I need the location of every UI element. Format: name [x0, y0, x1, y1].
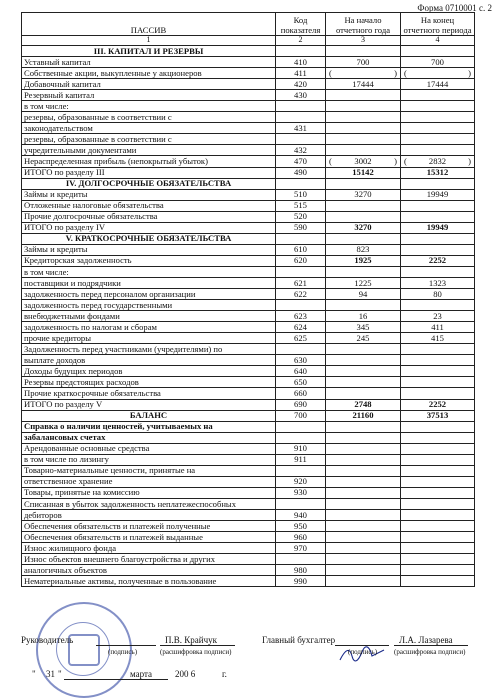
- table-row: [22, 289, 475, 300]
- table-row: [22, 266, 475, 277]
- row-end-value: [401, 421, 475, 432]
- row-code: 610: [276, 244, 326, 255]
- table-row: [22, 366, 475, 377]
- row-code: 630: [276, 355, 326, 366]
- accountant-label: Главный бухгалтер: [262, 635, 336, 645]
- row-end-value: 1323: [401, 277, 475, 288]
- row-label: аналогичных объектов: [22, 565, 276, 576]
- form-code: Форма 0710001 с. 2: [417, 3, 492, 13]
- row-label: задолженность перед государственными: [22, 300, 276, 311]
- row-start-value: 2748: [326, 399, 401, 410]
- row-start-value: [326, 476, 401, 487]
- row-start-value: [326, 211, 401, 222]
- row-start-value: [326, 454, 401, 465]
- table-row: [22, 355, 475, 366]
- column-number-row: [22, 36, 475, 46]
- row-end-value: [401, 498, 475, 509]
- row-label: Износ жилищного фонда: [22, 543, 276, 554]
- row-code: [276, 134, 326, 145]
- row-label: Товарно-материальные ценности, принятые на: [22, 465, 276, 476]
- table-row: [22, 443, 475, 454]
- row-code: 930: [276, 487, 326, 498]
- row-start-value: ( 3002 ): [326, 156, 401, 167]
- table-row: [22, 344, 475, 355]
- row-code: [276, 421, 326, 432]
- row-end-value: [401, 543, 475, 554]
- table-row: [22, 57, 475, 68]
- row-label: IV. ДОЛГОСРОЧНЫЕ ОБЯЗАТЕЛЬСТВА: [22, 178, 276, 189]
- row-label: V. КРАТКОСРОЧНЫЕ ОБЯЗАТЕЛЬСТВА: [22, 233, 276, 244]
- row-start-value: [326, 377, 401, 388]
- header-row: [22, 13, 475, 36]
- row-code: 430: [276, 90, 326, 101]
- row-end-value: 19949: [401, 222, 475, 233]
- row-label: прочие кредиторы: [22, 333, 276, 344]
- row-end-value: [401, 576, 475, 587]
- head-sign-line: [96, 645, 156, 646]
- row-label: Нераспределенная прибыль (непокрытый убыток): [22, 156, 276, 167]
- row-end-value: [401, 101, 475, 112]
- table-row: [22, 167, 475, 178]
- table-row: [22, 255, 475, 266]
- row-start-value: [326, 509, 401, 520]
- row-end-value: [401, 443, 475, 454]
- row-code: 920: [276, 476, 326, 487]
- row-label: дебиторов: [22, 509, 276, 520]
- table-row: [22, 399, 475, 410]
- header-liabilities: ПАССИВ: [22, 13, 276, 36]
- table-row: [22, 465, 475, 476]
- table-row: [22, 222, 475, 233]
- row-start-value: ( ): [326, 68, 401, 79]
- row-label: Резервы предстоящих расходов: [22, 377, 276, 388]
- row-end-value: [401, 200, 475, 211]
- col-num-2: 2: [276, 36, 326, 46]
- row-label: Отложенные налоговые обязательства: [22, 200, 276, 211]
- row-end-value: [401, 565, 475, 576]
- row-start-value: [326, 465, 401, 476]
- row-end-value: 15312: [401, 167, 475, 178]
- row-code: 990: [276, 576, 326, 587]
- table-row: [22, 156, 475, 167]
- table-row: [22, 565, 475, 576]
- row-start-value: 1925: [326, 255, 401, 266]
- row-start-number: 3002: [354, 156, 372, 167]
- row-end-value: [401, 521, 475, 532]
- row-end-value: [401, 476, 475, 487]
- row-label: Справка о наличии ценностей, учитываемых на: [22, 421, 276, 432]
- row-label: Займы и кредиты: [22, 244, 276, 255]
- date-quote-close: ": [58, 669, 62, 679]
- header-code: Код показателя: [276, 13, 326, 36]
- row-code: [276, 46, 326, 57]
- table-row: [22, 112, 475, 123]
- row-end-value: [401, 487, 475, 498]
- table-row: [22, 300, 475, 311]
- row-start-value: [326, 90, 401, 101]
- row-code: 420: [276, 79, 326, 90]
- row-code: 411: [276, 68, 326, 79]
- col-num-4: 4: [401, 36, 475, 46]
- row-end-value: [401, 145, 475, 156]
- row-code: 650: [276, 377, 326, 388]
- row-code: [276, 432, 326, 443]
- row-label: в том числе:: [22, 101, 276, 112]
- section-row: [22, 46, 475, 57]
- row-label: ИТОГО по разделу IV: [22, 222, 276, 233]
- row-start-value: 16: [326, 311, 401, 322]
- table-row: [22, 68, 475, 79]
- row-code: 690: [276, 399, 326, 410]
- row-code: 970: [276, 543, 326, 554]
- row-start-value: [326, 178, 401, 189]
- row-start-value: [326, 46, 401, 57]
- row-end-value: [401, 211, 475, 222]
- row-end-value: 23: [401, 311, 475, 322]
- row-code: [276, 300, 326, 311]
- row-start-value: [326, 101, 401, 112]
- table-row: [22, 322, 475, 333]
- table-row: [22, 543, 475, 554]
- row-label: забалансовых счетах: [22, 432, 276, 443]
- row-start-value: 21160: [326, 410, 401, 421]
- row-code: 520: [276, 211, 326, 222]
- row-label: задолженность по налогам и сборам: [22, 322, 276, 333]
- row-label: Уставный капитал: [22, 57, 276, 68]
- row-end-value: ( 2832 ): [401, 156, 475, 167]
- row-end-value: 17444: [401, 79, 475, 90]
- row-start-value: [326, 521, 401, 532]
- table-row: [22, 123, 475, 134]
- date-year: 200 6: [175, 669, 196, 679]
- row-start-value: [326, 576, 401, 587]
- row-code: [276, 178, 326, 189]
- row-end-value: [401, 377, 475, 388]
- row-label: Обеспечения обязательств и платежей выданные: [22, 532, 276, 543]
- row-end-value: [401, 355, 475, 366]
- row-code: [276, 498, 326, 509]
- row-label: ответственное хранение: [22, 476, 276, 487]
- row-label: выплате доходов: [22, 355, 276, 366]
- row-start-value: [326, 123, 401, 134]
- row-code: 510: [276, 189, 326, 200]
- row-code: [276, 101, 326, 112]
- row-end-value: [401, 344, 475, 355]
- row-label: Доходы будущих периодов: [22, 366, 276, 377]
- table-row: [22, 134, 475, 145]
- row-start-value: 17444: [326, 79, 401, 90]
- row-label: Прочие долгосрочные обязательства: [22, 211, 276, 222]
- row-end-value: 37513: [401, 410, 475, 421]
- row-code: 660: [276, 388, 326, 399]
- table-row: [22, 211, 475, 222]
- row-label: III. КАПИТАЛ И РЕЗЕРВЫ: [22, 46, 276, 57]
- row-code: 470: [276, 156, 326, 167]
- accountant-sign-caption: (подпись): [348, 648, 378, 656]
- row-start-value: [326, 200, 401, 211]
- row-end-value: [401, 266, 475, 277]
- row-code: 950: [276, 521, 326, 532]
- row-label: учредительными документами: [22, 145, 276, 156]
- table-row: [22, 79, 475, 90]
- table-row: [22, 377, 475, 388]
- header-start: На начало отчетного года: [326, 13, 401, 36]
- table-row: [22, 476, 475, 487]
- row-code: 960: [276, 532, 326, 543]
- row-label: Нематериальные активы, полученные в пользование: [22, 576, 276, 587]
- row-start-value: 3270: [326, 222, 401, 233]
- row-code: 622: [276, 289, 326, 300]
- row-end-value: [401, 454, 475, 465]
- row-code: 625: [276, 333, 326, 344]
- row-start-value: [326, 112, 401, 123]
- row-label: внебюджетными фондами: [22, 311, 276, 322]
- row-label: резервы, образованные в соответствии с: [22, 112, 276, 123]
- accountant-name-caption: (расшифровка подписи): [394, 648, 466, 656]
- accountant-name-line: [394, 645, 468, 646]
- row-code: [276, 465, 326, 476]
- row-label: задолженность перед персоналом организации: [22, 289, 276, 300]
- row-code: [276, 554, 326, 565]
- row-start-value: [326, 532, 401, 543]
- table-row: [22, 145, 475, 156]
- row-end-value: [401, 432, 475, 443]
- head-sign-caption: (подпись): [108, 648, 138, 656]
- row-end-value: 2252: [401, 399, 475, 410]
- head-name-line: [160, 645, 235, 646]
- row-end-value: 415: [401, 333, 475, 344]
- row-start-value: [326, 432, 401, 443]
- row-end-value: 19949: [401, 189, 475, 200]
- row-label: БАЛАНС: [22, 410, 276, 421]
- row-end-value: [401, 123, 475, 134]
- row-start-value: 823: [326, 244, 401, 255]
- balance-sheet-table: [21, 12, 475, 587]
- row-end-value: [401, 46, 475, 57]
- row-code: 624: [276, 322, 326, 333]
- row-end-value: 411: [401, 322, 475, 333]
- row-end-value: 700: [401, 57, 475, 68]
- row-code: 432: [276, 145, 326, 156]
- row-label: Износ объектов внешнего благоустройства и других: [22, 554, 276, 565]
- row-end-value: [401, 178, 475, 189]
- row-start-value: [326, 344, 401, 355]
- row-code: 410: [276, 57, 326, 68]
- row-start-value: [326, 543, 401, 554]
- row-end-value: 80: [401, 289, 475, 300]
- row-label: ИТОГО по разделу III: [22, 167, 276, 178]
- row-code: 700: [276, 410, 326, 421]
- row-start-value: 3270: [326, 189, 401, 200]
- date-month-line: [64, 679, 168, 680]
- table-row: [22, 487, 475, 498]
- date-day: 31: [46, 669, 55, 679]
- row-label: резервы, образованные в соответствии с: [22, 134, 276, 145]
- row-code: 910: [276, 443, 326, 454]
- table-row: [22, 521, 475, 532]
- date-suffix: г.: [222, 669, 227, 679]
- row-end-value: [401, 465, 475, 476]
- table-row: [22, 454, 475, 465]
- row-start-value: [326, 366, 401, 377]
- row-start-value: 700: [326, 57, 401, 68]
- row-start-value: [326, 565, 401, 576]
- row-code: 590: [276, 222, 326, 233]
- row-code: 911: [276, 454, 326, 465]
- row-label: Обеспечения обязательств и платежей полученные: [22, 521, 276, 532]
- row-code: 620: [276, 255, 326, 266]
- row-end-value: [401, 134, 475, 145]
- accountant-name: Л.А. Лазарева: [399, 635, 453, 645]
- section-row: [22, 178, 475, 189]
- table-row: [22, 101, 475, 112]
- table-row: [22, 200, 475, 211]
- head-label: Руководитель: [21, 635, 74, 645]
- row-start-value: [326, 233, 401, 244]
- row-start-value: [326, 145, 401, 156]
- row-start-value: 1225: [326, 277, 401, 288]
- row-end-value: ( ): [401, 68, 475, 79]
- row-end-value: [401, 554, 475, 565]
- row-label: Займы и кредиты: [22, 189, 276, 200]
- row-start-value: 345: [326, 322, 401, 333]
- row-start-value: [326, 134, 401, 145]
- header-end: На конец отчетного периода: [401, 13, 475, 36]
- row-label: в том числе:: [22, 266, 276, 277]
- row-code: 515: [276, 200, 326, 211]
- row-label: Задолженность перед участниками (учредителями) по: [22, 344, 276, 355]
- row-start-value: [326, 266, 401, 277]
- row-start-value: [326, 421, 401, 432]
- row-start-value: [326, 355, 401, 366]
- row-start-value: 94: [326, 289, 401, 300]
- row-code: 621: [276, 277, 326, 288]
- head-name: П.В. Крайчук: [165, 635, 217, 645]
- row-label: поставщики и подрядчики: [22, 277, 276, 288]
- row-start-value: [326, 300, 401, 311]
- table-row: [22, 421, 475, 432]
- row-label: Товары, принятые на комиссию: [22, 487, 276, 498]
- row-end-number: 2832: [428, 156, 447, 167]
- date-month: марта: [130, 669, 153, 679]
- table-row: [22, 509, 475, 520]
- table-row: [22, 554, 475, 565]
- row-start-value: 15142: [326, 167, 401, 178]
- row-code: [276, 112, 326, 123]
- row-code: 623: [276, 311, 326, 322]
- row-code: [276, 344, 326, 355]
- row-end-value: [401, 233, 475, 244]
- row-start-value: [326, 388, 401, 399]
- row-label: Арендованные основные средства: [22, 443, 276, 454]
- row-start-value: [326, 487, 401, 498]
- table-row: [22, 244, 475, 255]
- table-row: [22, 277, 475, 288]
- row-label: Резервный капитал: [22, 90, 276, 101]
- row-start-value: 245: [326, 333, 401, 344]
- row-label: Кредиторская задолженность: [22, 255, 276, 266]
- table-row: [22, 432, 475, 443]
- row-end-value: [401, 366, 475, 377]
- row-code: 490: [276, 167, 326, 178]
- table-row: [22, 498, 475, 509]
- row-label: ИТОГО по разделу V: [22, 399, 276, 410]
- row-code: [276, 266, 326, 277]
- section-row: [22, 233, 475, 244]
- row-end-value: [401, 509, 475, 520]
- row-end-value: [401, 244, 475, 255]
- row-end-value: [401, 90, 475, 101]
- row-code: 640: [276, 366, 326, 377]
- row-code: 940: [276, 509, 326, 520]
- col-num-3: 3: [326, 36, 401, 46]
- row-end-value: [401, 112, 475, 123]
- head-name-caption: (расшифровка подписи): [160, 648, 232, 656]
- row-end-value: [401, 388, 475, 399]
- table-row: [22, 311, 475, 322]
- col-num-1: 1: [22, 36, 276, 46]
- row-label: законодательством: [22, 123, 276, 134]
- row-label: Списанная в убыток задолженность неплатежеспособных: [22, 498, 276, 509]
- row-start-value: [326, 443, 401, 454]
- row-code: [276, 233, 326, 244]
- row-start-value: [326, 498, 401, 509]
- row-label: Добавочный капитал: [22, 79, 276, 90]
- row-label: Прочие краткосрочные обязательства: [22, 388, 276, 399]
- row-code: 431: [276, 123, 326, 134]
- row-end-value: 2252: [401, 255, 475, 266]
- table-row: [22, 189, 475, 200]
- table-row: [22, 333, 475, 344]
- table-row: [22, 388, 475, 399]
- row-start-value: [326, 554, 401, 565]
- balance-row: [22, 410, 475, 421]
- date-quote-open: ": [32, 669, 36, 679]
- row-label: в том числе по лизингу: [22, 454, 276, 465]
- table-row: [22, 576, 475, 587]
- table-row: [22, 90, 475, 101]
- table-row: [22, 532, 475, 543]
- row-end-value: [401, 532, 475, 543]
- row-label: Собственные акции, выкупленные у акционеров: [22, 68, 276, 79]
- row-code: 980: [276, 565, 326, 576]
- row-end-value: [401, 300, 475, 311]
